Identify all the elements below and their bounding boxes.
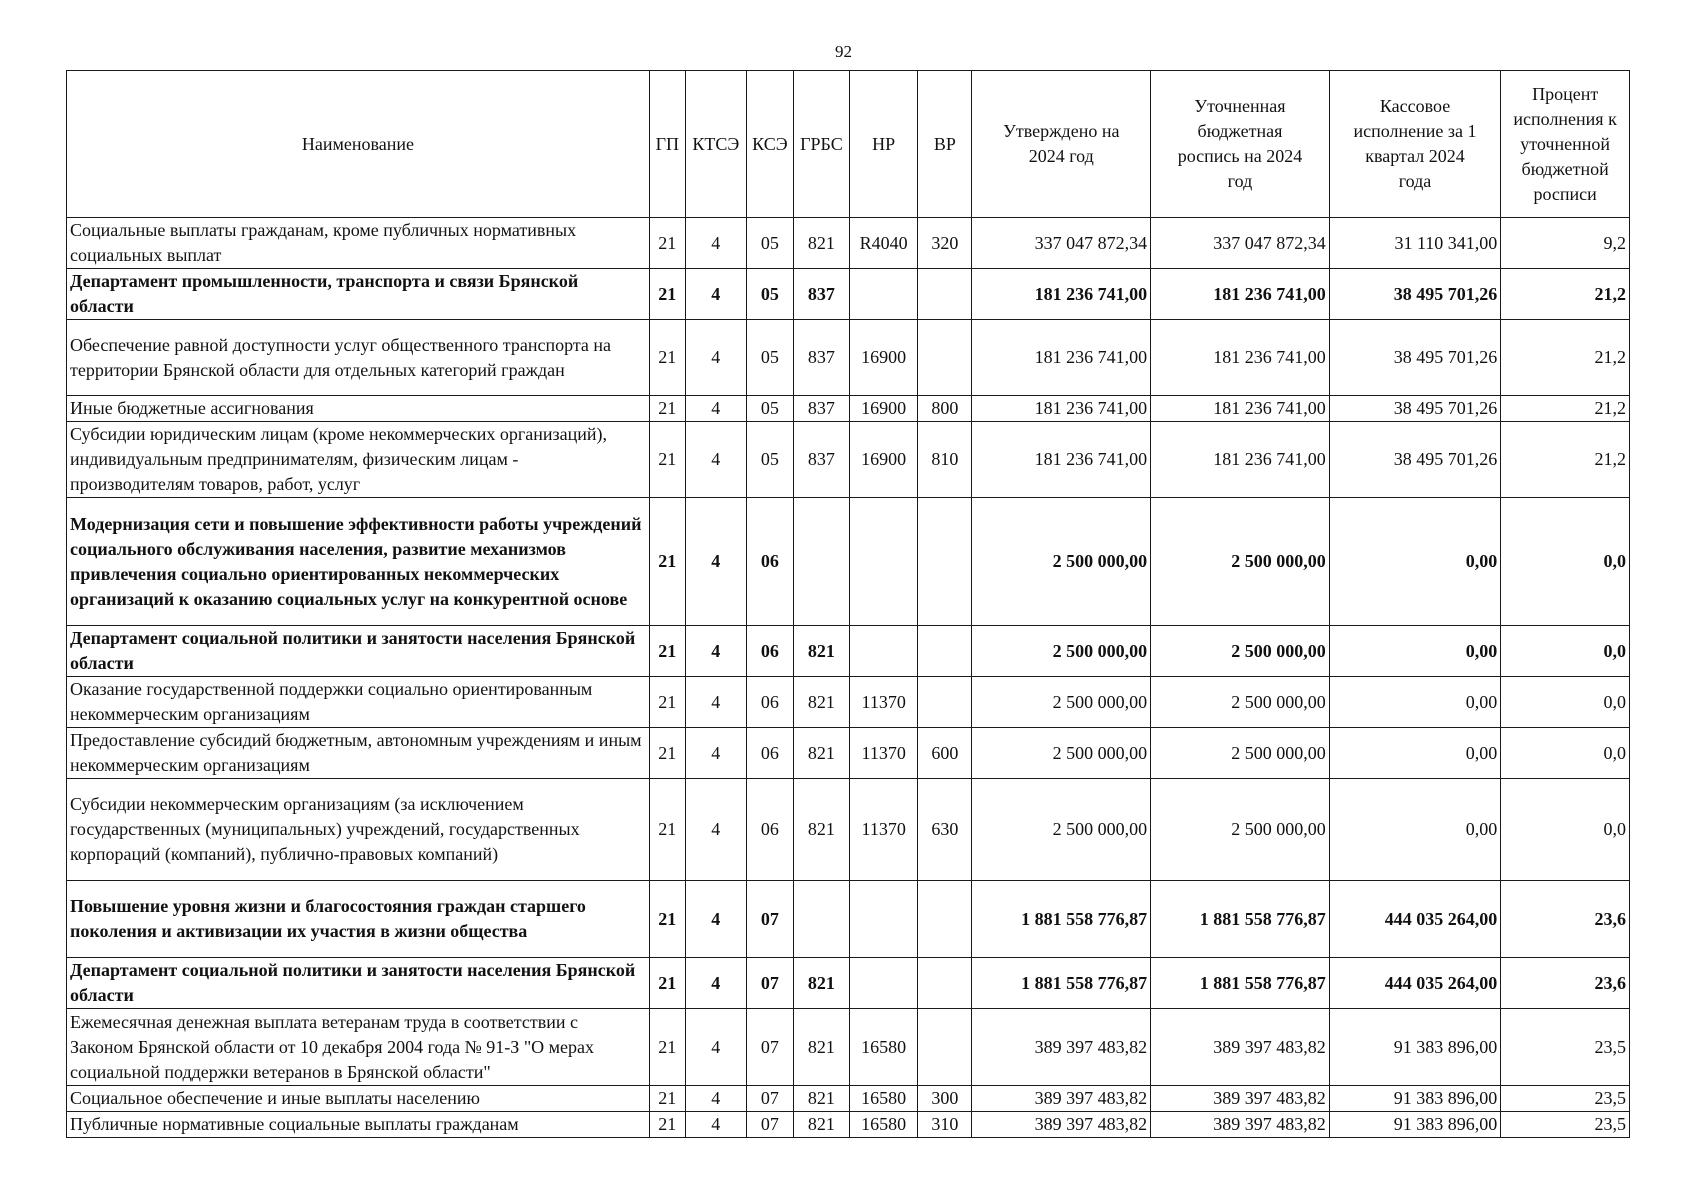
cell-percent: 21,2 — [1501, 422, 1630, 498]
cell-refined: 389 397 483,82 — [1151, 1112, 1330, 1138]
cell-vr: 800 — [918, 396, 972, 422]
cell-percent: 23,5 — [1501, 1112, 1630, 1138]
table-row — [67, 1112, 1630, 1138]
cell-approved: 2 500 000,00 — [972, 728, 1151, 779]
cell-ktse: 4 — [685, 269, 746, 320]
cell-refined: 2 500 000,00 — [1151, 677, 1330, 728]
cell-grbs: 837 — [793, 422, 849, 498]
table-row — [67, 728, 1630, 779]
cell-nr — [849, 626, 917, 677]
header-vr: ВР — [918, 71, 972, 218]
cell-cash: 38 495 701,26 — [1329, 320, 1501, 396]
cell-percent: 0,0 — [1501, 498, 1630, 626]
cell-gp: 21 — [649, 320, 685, 396]
table-row — [67, 779, 1630, 881]
table-row — [67, 1086, 1630, 1112]
cell-vr: 630 — [918, 779, 972, 881]
cell-vr — [918, 320, 972, 396]
cell-vr — [918, 881, 972, 958]
cell-name: Предоставление субсидий бюджетным, автономным учреждениям и иным некоммерческим организациям — [67, 728, 650, 779]
header-percent: Процент исполнения к уточненной бюджетной росписи — [1501, 71, 1630, 218]
cell-approved: 181 236 741,00 — [972, 320, 1151, 396]
cell-ktse: 4 — [685, 626, 746, 677]
cell-refined: 389 397 483,82 — [1151, 1086, 1330, 1112]
cell-name: Субсидии юридическим лицам (кроме некоммерческих организаций), индивидуальным предпринимателям, физическим лицам - производителям товаров, работ, услуг — [67, 422, 650, 498]
cell-refined: 2 500 000,00 — [1151, 626, 1330, 677]
cell-refined: 2 500 000,00 — [1151, 779, 1330, 881]
cell-percent: 9,2 — [1501, 218, 1630, 269]
cell-cash: 38 495 701,26 — [1329, 269, 1501, 320]
cell-vr: 300 — [918, 1086, 972, 1112]
cell-nr: 16900 — [849, 422, 917, 498]
cell-nr — [849, 498, 917, 626]
cell-gp: 21 — [649, 881, 685, 958]
cell-refined: 2 500 000,00 — [1151, 498, 1330, 626]
cell-kse: 05 — [746, 320, 793, 396]
cell-cash: 91 383 896,00 — [1329, 1112, 1501, 1138]
cell-kse: 05 — [746, 269, 793, 320]
cell-gp: 21 — [649, 779, 685, 881]
cell-percent: 0,0 — [1501, 779, 1630, 881]
cell-kse: 07 — [746, 1112, 793, 1138]
cell-kse: 07 — [746, 1086, 793, 1112]
cell-cash: 38 495 701,26 — [1329, 396, 1501, 422]
cell-percent: 21,2 — [1501, 320, 1630, 396]
table-row — [67, 677, 1630, 728]
cell-name: Ежемесячная денежная выплата ветеранам труда в соответствии с Законом Брянской области от 10 декабря 2004 года № 91-З "О мерах социальной поддержки ветеранов в Брянской области" — [67, 1009, 650, 1086]
cell-cash: 91 383 896,00 — [1329, 1086, 1501, 1112]
cell-refined: 337 047 872,34 — [1151, 218, 1330, 269]
cell-approved: 2 500 000,00 — [972, 626, 1151, 677]
cell-refined: 389 397 483,82 — [1151, 1009, 1330, 1086]
cell-name: Департамент социальной политики и занятости населения Брянской области — [67, 626, 650, 677]
cell-percent: 21,2 — [1501, 269, 1630, 320]
cell-ktse: 4 — [685, 677, 746, 728]
cell-name: Повышение уровня жизни и благосостояния граждан старшего поколения и активизации их участия в жизни общества — [67, 881, 650, 958]
cell-ktse: 4 — [685, 1086, 746, 1112]
cell-refined: 181 236 741,00 — [1151, 320, 1330, 396]
cell-gp: 21 — [649, 422, 685, 498]
cell-ktse: 4 — [685, 728, 746, 779]
cell-cash: 0,00 — [1329, 498, 1501, 626]
cell-grbs: 821 — [793, 1009, 849, 1086]
cell-name: Модернизация сети и повышение эффективности работы учреждений социального обслуживания населения, развитие механизмов привлечения социально ориентированных некоммерческих организаций к оказанию социальных услуг на конкурентной основе — [67, 498, 650, 626]
cell-gp: 21 — [649, 498, 685, 626]
header-approved: Утверждено на 2024 год — [972, 71, 1151, 218]
cell-name: Департамент промышленности, транспорта и связи Брянской области — [67, 269, 650, 320]
table-row — [67, 320, 1630, 396]
cell-nr — [849, 881, 917, 958]
cell-vr — [918, 958, 972, 1009]
cell-approved: 1 881 558 776,87 — [972, 958, 1151, 1009]
cell-percent: 21,2 — [1501, 396, 1630, 422]
cell-kse: 05 — [746, 422, 793, 498]
cell-grbs: 837 — [793, 320, 849, 396]
cell-name: Субсидии некоммерческим организациям (за исключением государственных (муниципальных) учреждений, государственных корпораций (компаний), публично-правовых компаний) — [67, 779, 650, 881]
budget-table — [66, 70, 1630, 1138]
cell-refined: 181 236 741,00 — [1151, 396, 1330, 422]
cell-refined: 2 500 000,00 — [1151, 728, 1330, 779]
cell-name: Департамент социальной политики и занятости населения Брянской области — [67, 958, 650, 1009]
cell-grbs: 821 — [793, 958, 849, 1009]
cell-refined: 1 881 558 776,87 — [1151, 881, 1330, 958]
cell-nr — [849, 269, 917, 320]
cell-vr — [918, 498, 972, 626]
cell-refined: 181 236 741,00 — [1151, 269, 1330, 320]
cell-percent: 23,6 — [1501, 881, 1630, 958]
cell-nr: 16900 — [849, 396, 917, 422]
cell-vr: 810 — [918, 422, 972, 498]
header-refined: Уточненная бюджетная роспись на 2024 год — [1151, 71, 1330, 218]
cell-cash: 0,00 — [1329, 677, 1501, 728]
cell-grbs: 821 — [793, 1112, 849, 1138]
cell-ktse: 4 — [685, 218, 746, 269]
header-row — [67, 71, 1630, 218]
cell-percent: 0,0 — [1501, 677, 1630, 728]
cell-vr: 310 — [918, 1112, 972, 1138]
table-row — [67, 396, 1630, 422]
cell-grbs — [793, 498, 849, 626]
table-row — [67, 958, 1630, 1009]
cell-gp: 21 — [649, 1086, 685, 1112]
cell-ktse: 4 — [685, 881, 746, 958]
table-row — [67, 218, 1630, 269]
cell-cash: 91 383 896,00 — [1329, 1009, 1501, 1086]
cell-ktse: 4 — [685, 779, 746, 881]
cell-vr — [918, 1009, 972, 1086]
cell-grbs — [793, 881, 849, 958]
cell-percent: 0,0 — [1501, 728, 1630, 779]
cell-grbs: 821 — [793, 626, 849, 677]
cell-kse: 05 — [746, 396, 793, 422]
cell-grbs: 821 — [793, 677, 849, 728]
table-row — [67, 269, 1630, 320]
cell-approved: 2 500 000,00 — [972, 498, 1151, 626]
cell-gp: 21 — [649, 1112, 685, 1138]
cell-nr: 16580 — [849, 1009, 917, 1086]
cell-vr: 600 — [918, 728, 972, 779]
cell-gp: 21 — [649, 269, 685, 320]
cell-nr: 16580 — [849, 1112, 917, 1138]
cell-approved: 2 500 000,00 — [972, 677, 1151, 728]
cell-approved: 389 397 483,82 — [972, 1086, 1151, 1112]
header-gp: ГП — [649, 71, 685, 218]
cell-kse: 07 — [746, 958, 793, 1009]
cell-name: Оказание государственной поддержки социально ориентированным некоммерческим организациям — [67, 677, 650, 728]
cell-nr: 11370 — [849, 728, 917, 779]
cell-ktse: 4 — [685, 1112, 746, 1138]
cell-percent: 23,6 — [1501, 958, 1630, 1009]
cell-percent: 23,5 — [1501, 1086, 1630, 1112]
cell-grbs: 821 — [793, 779, 849, 881]
cell-ktse: 4 — [685, 396, 746, 422]
cell-grbs: 821 — [793, 218, 849, 269]
cell-kse: 06 — [746, 498, 793, 626]
cell-approved: 337 047 872,34 — [972, 218, 1151, 269]
cell-approved: 389 397 483,82 — [972, 1112, 1151, 1138]
header-nr: НР — [849, 71, 917, 218]
cell-approved: 181 236 741,00 — [972, 396, 1151, 422]
cell-vr — [918, 626, 972, 677]
cell-ktse: 4 — [685, 422, 746, 498]
cell-gp: 21 — [649, 1009, 685, 1086]
table-row — [67, 498, 1630, 626]
cell-gp: 21 — [649, 728, 685, 779]
cell-kse: 07 — [746, 1009, 793, 1086]
header-grbs: ГРБС — [793, 71, 849, 218]
table-row — [67, 626, 1630, 677]
cell-gp: 21 — [649, 396, 685, 422]
table-row — [67, 422, 1630, 498]
cell-approved: 181 236 741,00 — [972, 422, 1151, 498]
cell-grbs: 837 — [793, 269, 849, 320]
cell-ktse: 4 — [685, 498, 746, 626]
cell-cash: 0,00 — [1329, 728, 1501, 779]
cell-vr: 320 — [918, 218, 972, 269]
cell-nr: 11370 — [849, 779, 917, 881]
cell-grbs: 821 — [793, 728, 849, 779]
cell-name: Обеспечение равной доступности услуг общественного транспорта на территории Брянской области для отдельных категорий граждан — [67, 320, 650, 396]
cell-vr — [918, 677, 972, 728]
cell-cash: 31 110 341,00 — [1329, 218, 1501, 269]
cell-kse: 06 — [746, 779, 793, 881]
cell-grbs: 821 — [793, 1086, 849, 1112]
cell-nr — [849, 958, 917, 1009]
cell-name: Социальные выплаты гражданам, кроме публичных нормативных социальных выплат — [67, 218, 650, 269]
cell-nr: R4040 — [849, 218, 917, 269]
cell-refined: 181 236 741,00 — [1151, 422, 1330, 498]
cell-vr — [918, 269, 972, 320]
header-name: Наименование — [67, 71, 650, 218]
cell-refined: 1 881 558 776,87 — [1151, 958, 1330, 1009]
cell-name: Иные бюджетные ассигнования — [67, 396, 650, 422]
cell-cash: 38 495 701,26 — [1329, 422, 1501, 498]
page-number: 92 — [835, 42, 852, 61]
cell-approved: 389 397 483,82 — [972, 1009, 1151, 1086]
cell-approved: 1 881 558 776,87 — [972, 881, 1151, 958]
cell-gp: 21 — [649, 677, 685, 728]
cell-gp: 21 — [649, 218, 685, 269]
cell-name: Социальное обеспечение и иные выплаты населению — [67, 1086, 650, 1112]
header-ktse: КТСЭ — [685, 71, 746, 218]
header-kse: КСЭ — [746, 71, 793, 218]
header-cash: Кассовое исполнение за 1 квартал 2024 года — [1329, 71, 1501, 218]
cell-kse: 07 — [746, 881, 793, 958]
cell-cash: 444 035 264,00 — [1329, 881, 1501, 958]
cell-gp: 21 — [649, 626, 685, 677]
cell-grbs: 837 — [793, 396, 849, 422]
cell-kse: 06 — [746, 677, 793, 728]
cell-kse: 05 — [746, 218, 793, 269]
cell-ktse: 4 — [685, 1009, 746, 1086]
cell-cash: 0,00 — [1329, 626, 1501, 677]
cell-nr: 16580 — [849, 1086, 917, 1112]
cell-cash: 0,00 — [1329, 779, 1501, 881]
cell-cash: 444 035 264,00 — [1329, 958, 1501, 1009]
cell-nr: 16900 — [849, 320, 917, 396]
table-row — [67, 881, 1630, 958]
cell-nr: 11370 — [849, 677, 917, 728]
cell-percent: 23,5 — [1501, 1009, 1630, 1086]
cell-approved: 2 500 000,00 — [972, 779, 1151, 881]
cell-ktse: 4 — [685, 958, 746, 1009]
cell-kse: 06 — [746, 626, 793, 677]
cell-percent: 0,0 — [1501, 626, 1630, 677]
cell-approved: 181 236 741,00 — [972, 269, 1151, 320]
cell-name: Публичные нормативные социальные выплаты гражданам — [67, 1112, 650, 1138]
cell-kse: 06 — [746, 728, 793, 779]
cell-ktse: 4 — [685, 320, 746, 396]
table-row — [67, 1009, 1630, 1086]
cell-gp: 21 — [649, 958, 685, 1009]
